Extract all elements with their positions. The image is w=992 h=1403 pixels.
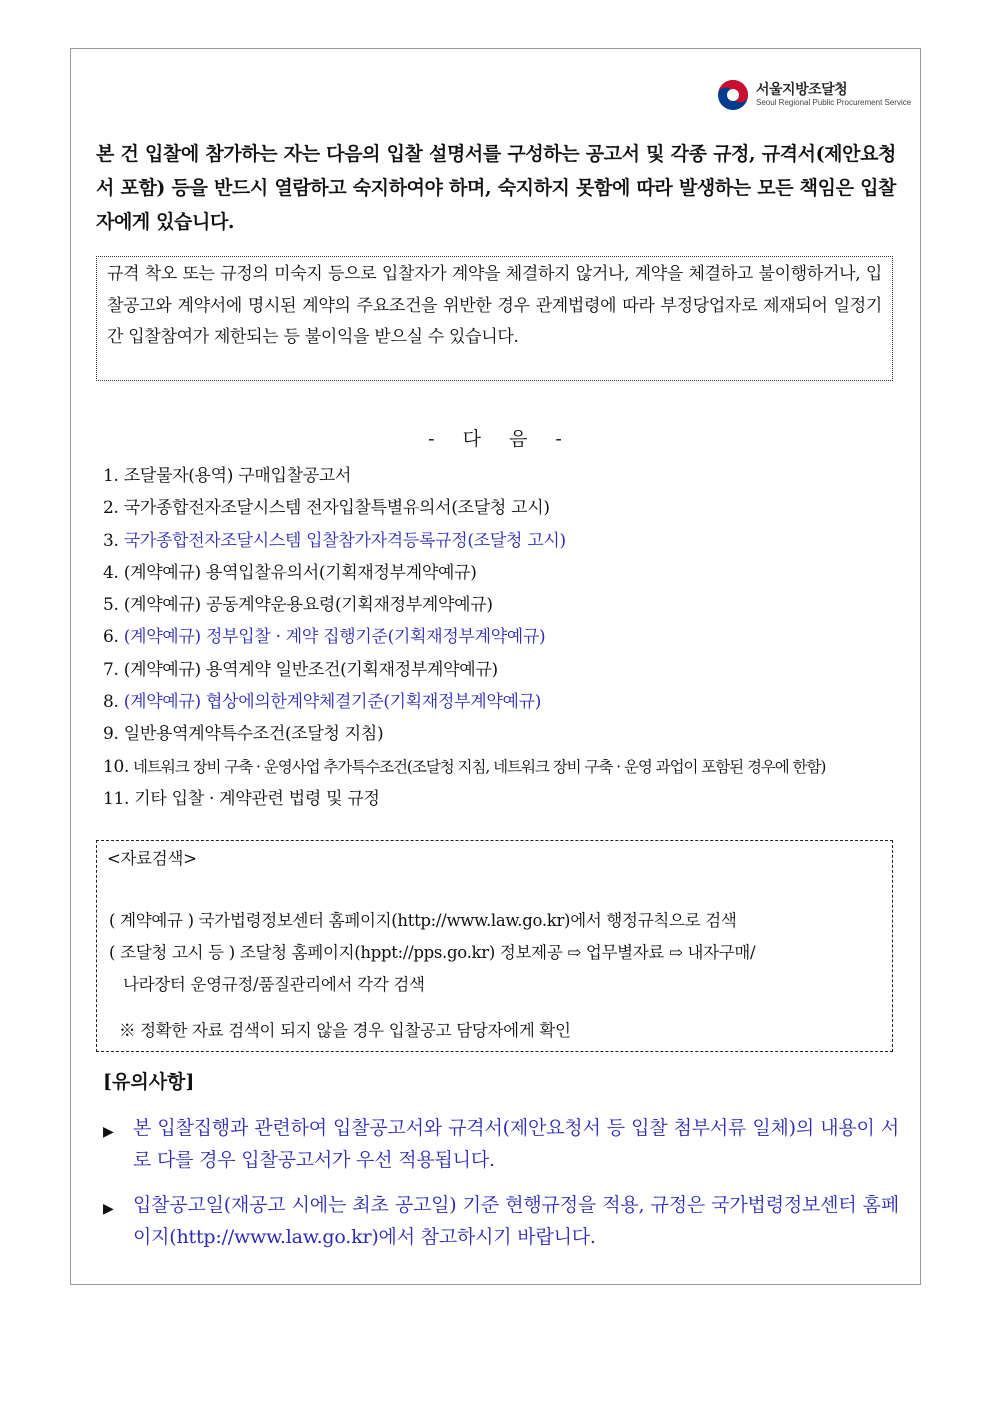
- search-box-title: <자료검색>: [107, 849, 197, 868]
- triangle-bullet-icon: ▶: [103, 1124, 114, 1140]
- search-line-notice: ( 조달청 고시 등 ) 조달청 홈페이지(hppt://pps.go.kr) 정보제공 ⇨ 업무별자료 ⇨ 내자구매/: [109, 943, 756, 962]
- list-item: 10. 네트워크 장비 구축 · 운영사업 추가특수조건(조달청 지침, 네트워크 장비 구축 · 운영 과업이 포함된 경우에 한함): [103, 756, 826, 777]
- search-note: ※ 정확한 자료 검색이 되지 않을 경우 입찰공고 담당자에게 확인: [119, 1021, 571, 1040]
- list-item: 8. (계약예규) 협상에의한계약체결기준(기획재정부계약예규): [103, 692, 542, 713]
- triangle-bullet-icon: ▶: [103, 1201, 114, 1217]
- search-info-box: [96, 840, 893, 1052]
- list-item: 9. 일반용역계약특수조건(조달청 지침): [103, 724, 384, 745]
- document-list: [103, 460, 903, 815]
- caution-note: ▶ 본 입찰집행과 관련하여 입찰공고서와 규격서(제안요청서 등 입찰 첨부서류 일체)의 내용이 서로 다를 경우 입찰공고서가 우선 적용됩니다.: [103, 1117, 899, 1171]
- warning-box: 규격 착오 또는 규정의 미숙지 등으로 입찰자가 계약을 체결하지 않거나, 계약을 체결하고 불이행하거나, 입찰공고와 계약서에 명시된 계약의 주요조건을 위반한 경우 관계법령에 따라 부정당업자로 제재되어 일정기간 입찰참여가 제한되는 등 불이익을 받으실 수 있습니다.: [96, 256, 893, 381]
- list-item: 7. (계약예규) 용역계약 일반조건(기획재정부계약예규): [103, 659, 498, 680]
- list-item: 4. (계약예규) 용역입찰유의서(기획재정부계약예규): [103, 562, 477, 583]
- intro-paragraph: 본 건 입찰에 참가하는 자는 다음의 입찰 설명서를 구성하는 공고서 및 각종 규정, 규격서(제안요청서 포함) 등을 반드시 열람하고 숙지하여야 하며, 숙지하지 못함에 따라 발생하는 모든 책임은 입찰자에게 있습니다.: [96, 143, 896, 233]
- agency-logo: [716, 76, 916, 116]
- taegeuk-logo-icon: [716, 78, 750, 112]
- agency-name-english: Seoul Regional Public Procurement Service: [756, 98, 912, 107]
- list-item: 1. 조달물자(용역) 구매입찰공고서: [103, 466, 352, 486]
- caution-heading: [유의사항]: [103, 1071, 195, 1093]
- caution-note: ▶ 입찰공고일(재공고 시에는 최초 공고일) 기준 현행규정을 적용, 규정은 국가법령정보센터 홈페이지(http://www.law.go.kr)에서 참고하시기 바랍니다.: [103, 1194, 899, 1248]
- list-item: 6. (계약예규) 정부입찰 · 계약 집행기준(기획재정부계약예규): [103, 627, 546, 648]
- list-item: 5. (계약예규) 공동계약운용요령(기획재정부계약예규): [103, 595, 493, 616]
- list-item: 3. 국가종합전자조달시스템 입찰참가자격등록규정(조달청 고시): [103, 530, 566, 551]
- next-heading: - 다 음 -: [428, 428, 564, 450]
- list-item: 2. 국가종합전자조달시스템 전자입찰특별유의서(조달청 고시): [103, 498, 550, 519]
- search-line-notice-cont: 나라장터 운영규정/품질관리에서 각각 검색: [123, 975, 425, 994]
- list-item: 11. 기타 입찰 · 계약관련 법령 및 규정: [103, 788, 380, 809]
- agency-name: 서울지방조달청: [756, 82, 848, 98]
- search-line-regulation: ( 계약예규 ) 국가법령정보센터 홈페이지(http://www.law.go.kr)에서 행정규칙으로 검색: [109, 911, 737, 930]
